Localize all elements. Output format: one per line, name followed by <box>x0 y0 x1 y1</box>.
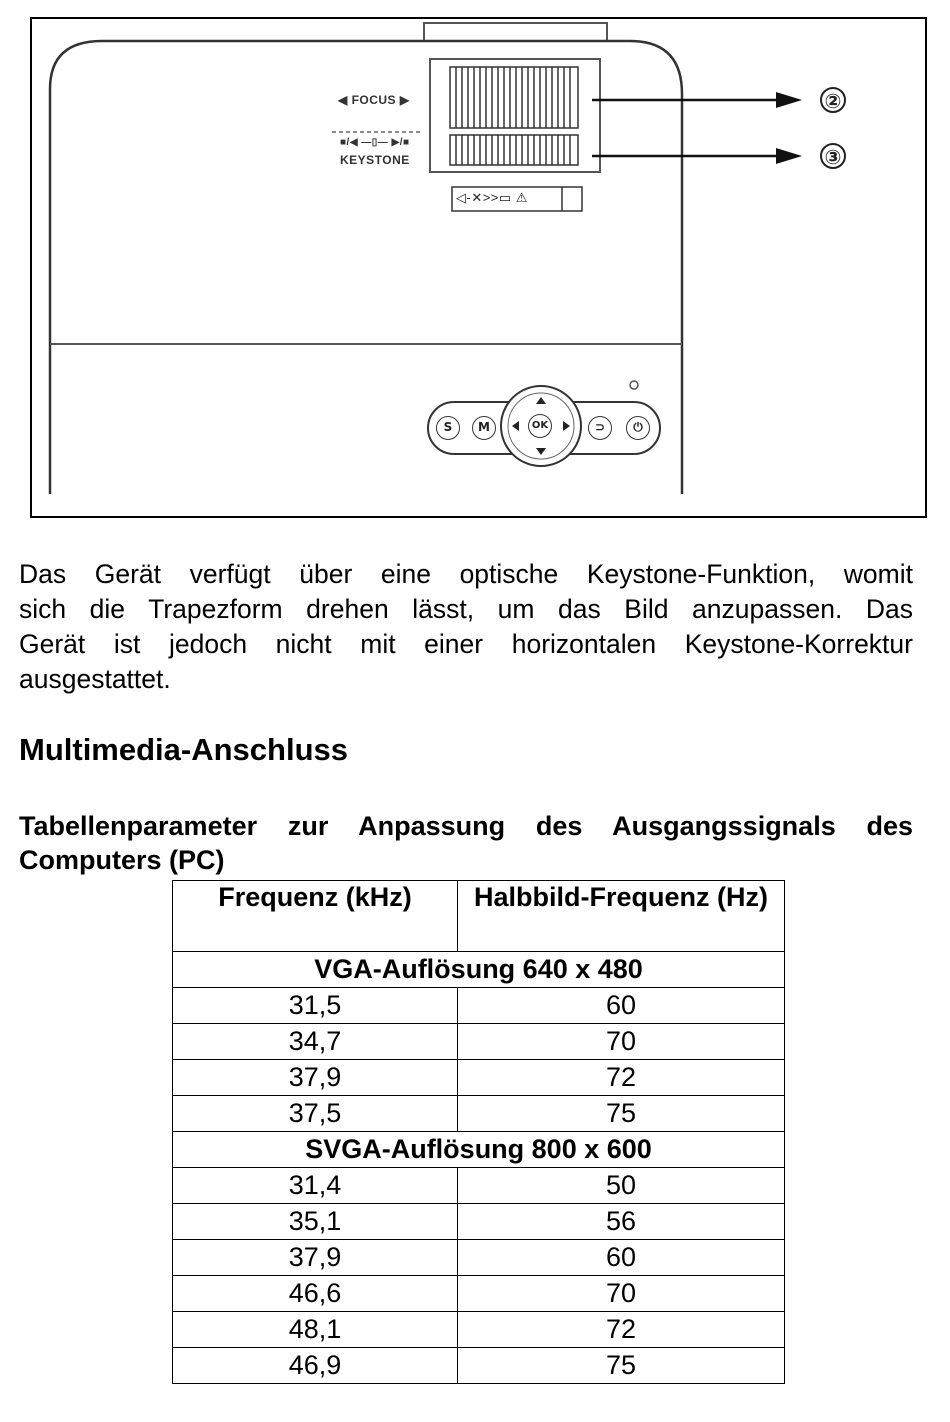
cell-hz: 75 <box>458 1096 785 1132</box>
frequency-table <box>172 880 785 1384</box>
cell-khz: 35,1 <box>173 1204 458 1240</box>
cell-khz: 48,1 <box>173 1312 458 1348</box>
source-button: S <box>436 416 460 440</box>
cell-khz: 34,7 <box>173 1024 458 1060</box>
table-row <box>173 1276 785 1312</box>
cell-hz: 70 <box>458 1024 785 1060</box>
keystone-label: KEYSTONE <box>340 153 410 167</box>
callout-3: ③ <box>820 143 846 169</box>
cell-hz: 60 <box>458 1240 785 1276</box>
power-icon: ⏻ <box>626 416 650 440</box>
section-title-vga: VGA-Auflösung 640 x 480 <box>173 952 785 988</box>
cell-khz: 46,9 <box>173 1348 458 1384</box>
table-title-line: Tabellenparameter zur Anpassung des Ausgangssignals des <box>19 811 913 841</box>
callout-2: ② <box>820 87 846 113</box>
cell-hz: 75 <box>458 1348 785 1384</box>
focus-label: ◀ FOCUS ▶ <box>338 93 410 107</box>
keystone-symbols: ■/◀ —▯— ▶/■ <box>340 137 410 148</box>
table-header-row <box>173 881 785 952</box>
back-icon: ⊃ <box>588 416 612 440</box>
table-row <box>173 1168 785 1204</box>
section-title: Multimedia-Anschluss <box>19 732 348 767</box>
cell-hz: 70 <box>458 1276 785 1312</box>
projector-figure <box>30 17 927 518</box>
cell-hz: 56 <box>458 1204 785 1240</box>
header-frequency: Frequenz (kHz) <box>173 881 458 952</box>
paragraph-line: sich die Trapezform drehen lässt, um das Bild anzupassen. Das <box>19 594 913 624</box>
table-row <box>173 1096 785 1132</box>
section-row <box>173 952 785 988</box>
projector-drawing <box>32 19 925 516</box>
table-row <box>173 1312 785 1348</box>
table-row <box>173 1024 785 1060</box>
cell-khz: 37,9 <box>173 1240 458 1276</box>
section-title-svga: SVGA-Auflösung 800 x 600 <box>173 1132 785 1168</box>
paragraph-line: Das Gerät verfügt über eine optische Keystone-Funktion, womit <box>19 559 913 589</box>
menu-button: M <box>472 416 496 440</box>
cell-khz: 37,9 <box>173 1060 458 1096</box>
table-row <box>173 1204 785 1240</box>
cell-hz: 72 <box>458 1312 785 1348</box>
cell-khz: 31,4 <box>173 1168 458 1204</box>
paragraph-line: Gerät ist jedoch nicht mit einer horizontalen Keystone-Korrektur <box>19 629 913 659</box>
header-field-frequency: Halbbild-Frequenz (Hz) <box>458 881 785 952</box>
paragraph-line: ausgestattet. <box>19 664 171 694</box>
cell-hz: 50 <box>458 1168 785 1204</box>
section-row <box>173 1132 785 1168</box>
warning-symbols: ◁-✕>>▭ ⚠ <box>456 190 528 205</box>
table-row <box>173 1060 785 1096</box>
table-title <box>19 809 913 877</box>
table-row <box>173 1240 785 1276</box>
keystone-description <box>19 557 913 697</box>
cell-khz: 31,5 <box>173 988 458 1024</box>
cell-hz: 60 <box>458 988 785 1024</box>
table-title-line: Computers (PC) <box>19 845 225 875</box>
table-row <box>173 1348 785 1384</box>
cell-khz: 37,5 <box>173 1096 458 1132</box>
ok-button: OK <box>528 414 552 438</box>
table-row <box>173 988 785 1024</box>
cell-hz: 72 <box>458 1060 785 1096</box>
cell-khz: 46,6 <box>173 1276 458 1312</box>
